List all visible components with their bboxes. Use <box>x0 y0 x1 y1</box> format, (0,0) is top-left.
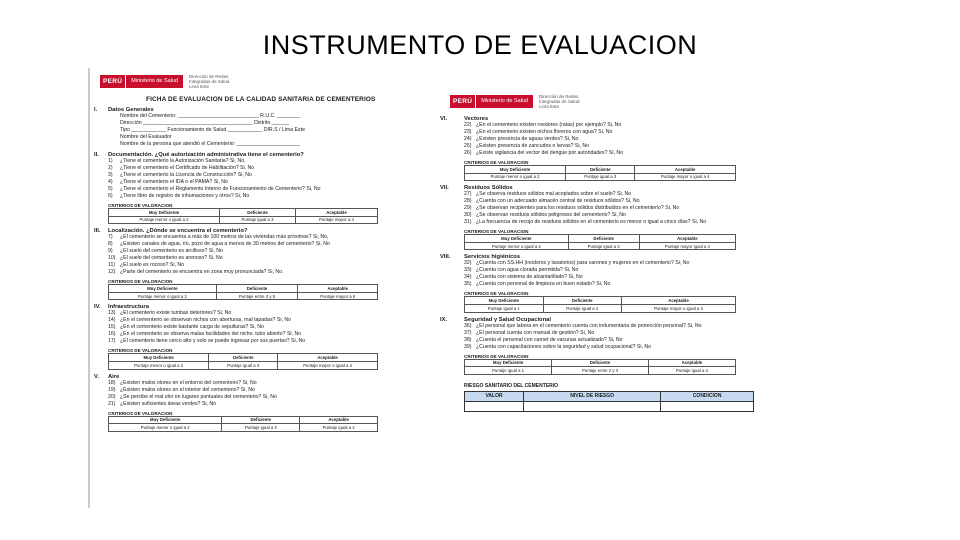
form-title: FICHA DE EVALUACION DE LA CALIDAD SANITARIA DE CEMENTERIOS <box>146 96 376 103</box>
riesgo-col-nivel: NIVEL DE RIESGO <box>524 391 661 401</box>
criteria-table <box>464 165 736 181</box>
section-number: III. <box>94 228 101 235</box>
criteria-table <box>108 353 378 369</box>
question-line <box>94 127 430 134</box>
question-number: 5) <box>108 186 113 192</box>
section-title: Datos Generales <box>108 107 154 113</box>
logo-peru: PERÚ <box>450 95 475 108</box>
question-line <box>94 255 430 262</box>
question-line <box>440 260 770 267</box>
logo-ministerio: Ministerio de Salud <box>126 75 183 88</box>
question-line <box>94 338 430 345</box>
question-text: ¿El cementerio se encuentra a más de 100 metros de las viviendas más próximas? Si, No, <box>120 234 329 241</box>
question-line <box>440 323 770 330</box>
criteria-value: Puntaje igual a 3 <box>566 173 635 181</box>
question-line <box>440 150 770 157</box>
question-number: 1) <box>108 158 113 164</box>
question-line <box>440 267 770 274</box>
question-text: ¿Tiene el cementerio la Licencia de Construcción? Si, No <box>120 172 252 178</box>
question-line <box>440 344 770 351</box>
section-number: VII. <box>440 185 449 192</box>
criteria-value: Puntaje igual a 1 <box>465 304 544 312</box>
question-line <box>440 191 770 198</box>
question-text: ¿En el cementerio existen roedores (ratas) por ejemplo? Si, No <box>476 122 622 128</box>
question-line <box>440 274 770 281</box>
section-number: V. <box>94 373 99 380</box>
question-line <box>94 394 430 401</box>
criteria-header: Muy Deficiente <box>109 354 209 362</box>
criteria-header: Aceptable <box>648 359 735 367</box>
criteria-value: Puntaje mayor a 6 <box>298 292 378 300</box>
riesgo-cell <box>465 401 524 411</box>
question-line <box>94 269 430 276</box>
form-section <box>440 116 770 181</box>
section-title: Documentación. ¿Qué autorización administrativa tiene el cementerio? <box>108 152 304 158</box>
riesgo-cell <box>661 401 754 411</box>
criteria-title: CRITERIOS DE VALORACION <box>108 348 173 354</box>
criteria-header: Muy Deficiente <box>465 235 569 243</box>
criteria-header: Deficiente <box>566 166 635 174</box>
question-line <box>94 172 430 179</box>
criteria-title: CRITERIOS DE VALORACION <box>464 291 529 297</box>
question-number: 30) <box>464 212 472 219</box>
question-number: 2) <box>108 165 113 171</box>
criteria-header: Aceptable <box>296 209 378 217</box>
criteria-value: Puntaje igual a 2 <box>543 304 622 312</box>
left-sections <box>90 107 430 432</box>
question-line <box>94 234 430 241</box>
question-text: ¿Existen canales de agua, río, pozo de agua a menos de 30 metros del cementerio? Si, No <box>120 241 330 248</box>
question-text: Tipo ____________ Funcionamiento de Salud ____________ DIR.S / Lima Este <box>120 127 305 133</box>
criteria-value: Puntaje menor o igual a 2 <box>109 216 220 224</box>
criteria-value: Puntaje igual a 3 <box>219 216 295 224</box>
question-number: 10) <box>108 255 116 262</box>
form-section <box>440 317 770 375</box>
question-number: 36) <box>464 322 472 329</box>
question-line <box>94 317 430 324</box>
section-number: VI. <box>440 116 448 122</box>
criteria-header: Muy Deficiente <box>109 416 222 424</box>
question-text: ¿Tiene el cementerio la Autorización Sanitaria? Si, No, <box>120 158 246 164</box>
section-number: IX. <box>440 316 448 323</box>
question-text: ¿Parte del cementerio se encuentra en zona muy pronunciada? Si, No. <box>120 269 284 276</box>
question-number: 38) <box>464 336 472 343</box>
criteria-header: Deficiente <box>222 416 300 424</box>
question-text: ¿Existen malos olores en el entorno del cementerio? Si, No <box>120 379 257 386</box>
question-text: ¿Existen malos olores en el interior del cementerio? Si, No <box>120 386 255 393</box>
criteria-table <box>108 284 378 300</box>
criteria-header: Deficiente <box>216 285 298 293</box>
question-text: ¿Se observan recipientes para los residuos sólidos distribuidos en el cementerio? Si, No <box>476 205 680 212</box>
question-number: 27) <box>464 191 472 198</box>
question-line <box>440 136 770 143</box>
question-text: ¿Tiene el cementerio el Reglamento Interno de Funcionamiento de Cementerio? Si, No <box>120 186 321 192</box>
question-number: 11) <box>108 262 116 269</box>
criteria-title: CRITERIOS DE VALORACION <box>464 229 529 235</box>
question-number: 24) <box>464 136 472 142</box>
question-text: ¿El suelo del cementerio es arcilloso? Si, No <box>120 248 223 255</box>
question-text: ¿Existen suficientes áreas verdes? Si, No <box>120 400 217 407</box>
question-number: 29) <box>464 205 472 212</box>
question-line <box>94 387 430 394</box>
section-title: Infraestructura <box>108 304 149 311</box>
question-text: ¿Cuenta con sistema de alcantarillado? Si, No <box>476 274 583 281</box>
question-line <box>94 165 430 172</box>
criteria-header: Deficiente <box>552 359 649 367</box>
question-number: 25) <box>464 143 472 149</box>
riesgo-col-condicion: CONDICION <box>661 391 754 401</box>
question-text: ¿Cuenta con SS.HH (inodoros y lavatorios) para varones y mujeres en el cementerio? Si, No <box>476 260 690 267</box>
question-number: 15) <box>108 324 116 331</box>
criteria-value: Puntaje igual a 4 <box>648 367 735 375</box>
question-number: 32) <box>464 260 472 267</box>
criteria-header: Muy Deficiente <box>109 209 220 217</box>
criteria-title: CRITERIOS DE VALORACION <box>108 279 173 285</box>
criteria-value: Puntaje entre 2 y 3 <box>552 367 649 375</box>
section-title: Residuos Sólidos <box>464 185 513 192</box>
riesgo-title: RIESGO SANITARIO DEL CEMENTERIO <box>464 382 558 389</box>
question-line <box>94 241 430 248</box>
question-number: 22) <box>464 122 472 128</box>
section-title: Aire <box>108 373 120 380</box>
question-number: 21) <box>108 400 116 407</box>
question-text: ¿Cuenta el personal con carnet de vacunas actualizado? Si, No <box>476 336 623 343</box>
question-line <box>94 310 430 317</box>
riesgo-cell <box>524 401 661 411</box>
slide-title: INSTRUMENTO DE EVALUACION <box>262 30 698 60</box>
question-number: 7) <box>108 234 113 241</box>
question-text: ¿Existe vigilancia del vector del dengue por autoridades? Si, No <box>476 150 624 156</box>
question-text: ¿Cuenta con un adecuado almacén central de residuos sólidos? Si, No <box>476 198 640 205</box>
section-title: Vectores <box>464 116 489 122</box>
question-number: 20) <box>108 393 116 400</box>
question-line <box>94 248 430 255</box>
criteria-header: Deficiente <box>219 209 295 217</box>
criteria-value: Puntaje mayor igual a 4 <box>639 242 735 250</box>
logo-ministerio: Ministerio de Salud <box>476 95 533 108</box>
criteria-title: CRITERIOS DE VALORACION <box>464 353 529 359</box>
criteria-header: Deficiente <box>568 235 639 243</box>
form-section <box>94 304 430 369</box>
criteria-value: Puntaje menor o igual a 2 <box>465 242 569 250</box>
section-title: Localización. ¿Dónde se encuentra el cementerio? <box>108 228 248 235</box>
question-text: ¿En el cementerio se observa malas facilidades del nicho. tubo abierto? Si, No <box>120 331 302 338</box>
question-text: ¿La frecuencia de recojo de residuos sólidos en el cementerio es menor o igual a cinco días? Si, No <box>476 219 707 226</box>
question-text: ¿Se percibe el mal olor en lugares puntuales del cementerio? Si, No <box>120 393 277 400</box>
question-text: ¿El cementerio existe tumbas deteriores? Si, No <box>120 310 232 317</box>
question-text: ¿Existen presencia de aguas verdes? Si, No <box>476 136 579 142</box>
criteria-table <box>108 208 378 224</box>
question-text: ¿Cuenta con capacitaciones sobre la seguridad y salud ocupacional? Si, No <box>476 343 652 350</box>
riesgo-col-valor: VALOR <box>465 391 524 401</box>
question-line <box>94 134 430 141</box>
question-number: 26) <box>464 150 472 156</box>
question-line <box>94 193 430 200</box>
criteria-header: Muy Deficiente <box>465 166 566 174</box>
question-text: Dirección ______________________________________ Distrito ______ <box>120 120 290 126</box>
criteria-value: Puntaje menor o igual a 2 <box>465 173 566 181</box>
question-text: ¿El personal cuenta con manual de gestión? Si, No <box>476 329 595 336</box>
criteria-value: Puntaje menor o igual a 2 <box>109 361 209 369</box>
criteria-value: Puntaje mayor o igual a 4 <box>635 173 736 181</box>
criteria-header: Aceptable <box>278 354 378 362</box>
criteria-value: Puntaje igual a 3 <box>222 424 300 432</box>
question-number: 16) <box>108 331 116 338</box>
section-number: I. <box>94 107 98 113</box>
question-line <box>94 324 430 331</box>
criteria-header: Deficiente <box>209 354 278 362</box>
question-text: ¿Se observan residuos sólidos peligrosos del cementerio? Si, No <box>476 212 626 219</box>
criteria-header: Deficiente <box>543 297 622 305</box>
logo-direccion: Dirección de Redes Integradas de Salud Lima Este <box>539 93 580 109</box>
criteria-value: Puntaje mayor o igual a 3 <box>622 304 736 312</box>
document-page-right <box>440 88 770 508</box>
question-line <box>440 205 770 212</box>
section-title: Servicios higiénicos <box>464 254 521 261</box>
criteria-value: Puntaje menor o igual a 2 <box>109 424 222 432</box>
section-number: II. <box>94 152 99 158</box>
question-line <box>94 141 430 148</box>
question-number: 6) <box>108 193 113 199</box>
section-number: IV. <box>94 304 101 311</box>
criteria-value: Puntaje menor o igual a 2 <box>109 292 217 300</box>
question-text: ¿En el cementerio se observan nichos con aberturas, mal tapadas? Si, No <box>120 317 291 324</box>
question-line <box>94 186 430 193</box>
form-section <box>440 254 770 312</box>
question-number: 33) <box>464 267 472 274</box>
question-text: ¿El suelo del cementerio es arenoso? Si, No <box>120 255 223 262</box>
question-number: 35) <box>464 281 472 288</box>
question-number: 28) <box>464 198 472 205</box>
question-text: ¿Cuenta con agua clorada permitida? Si, No <box>476 267 579 274</box>
question-line <box>440 129 770 136</box>
criteria-title: CRITERIOS DE VALORACION <box>108 203 173 208</box>
criteria-header: Aceptable <box>622 297 736 305</box>
question-text: ¿Tiene libro de registro de inhumaciones y otros? Si, No <box>120 193 250 199</box>
question-number: 37) <box>464 329 472 336</box>
ministry-logo <box>100 70 430 92</box>
question-number: 8) <box>108 241 113 248</box>
criteria-table <box>464 359 736 375</box>
question-text: ¿El personal que labora en el cementerio cuenta con indumentaria de protección personal? Si, No <box>476 322 702 329</box>
question-number: 3) <box>108 172 113 178</box>
question-number: 13) <box>108 310 116 317</box>
section-title: Seguridad y Salud Ocupacional <box>464 316 551 323</box>
criteria-title: CRITERIOS DE VALORACION <box>464 160 529 165</box>
question-text: ¿Cuenta con personal de limpieza en buen estado? Si, No <box>476 281 611 288</box>
form-section <box>94 374 430 432</box>
question-number: 14) <box>108 317 116 324</box>
criteria-value: Puntaje mayor o igual a 4 <box>278 361 378 369</box>
question-text: Nombre del Evaluador <box>120 134 172 140</box>
form-section <box>94 228 430 300</box>
question-text: Nombre de la persona que atendió el Cementerio: ______________________ <box>120 141 300 147</box>
question-line <box>440 281 770 288</box>
question-text: Nombre del Cementerio: ____________________________ R.U.C. ________ <box>120 113 301 119</box>
question-text: ¿Tiene el cementerio el Certificado de Habilitación? Si, No <box>120 165 255 171</box>
question-line <box>440 330 770 337</box>
right-sections <box>440 116 770 375</box>
question-number: 12) <box>108 269 116 276</box>
question-text: ¿En el cementerio existen nichos floreros con agua? Si, No <box>476 129 613 135</box>
criteria-header: Muy Deficiente <box>465 297 544 305</box>
criteria-header: Aceptable <box>300 416 378 424</box>
question-text: ¿Se observa residuos sólidos mal acopiados sobre el suelo? Si, No <box>476 191 632 198</box>
criteria-value: Puntaje igual a 4 <box>300 424 378 432</box>
question-line <box>94 380 430 387</box>
question-line <box>94 179 430 186</box>
form-section <box>440 185 770 250</box>
question-line <box>94 113 430 120</box>
question-number: 31) <box>464 219 472 226</box>
criteria-header: Aceptable <box>635 166 736 174</box>
document-page-left <box>88 68 430 508</box>
criteria-header: Muy Deficiente <box>109 285 217 293</box>
form-section <box>94 107 430 148</box>
criteria-header: Muy Deficiente <box>465 359 552 367</box>
question-number: 4) <box>108 179 113 185</box>
question-line <box>440 212 770 219</box>
question-line <box>440 198 770 205</box>
question-line <box>94 158 430 165</box>
section-number: VIII. <box>440 254 451 261</box>
criteria-value: Puntaje entre 3 y 5 <box>216 292 298 300</box>
ministry-logo <box>450 90 770 112</box>
question-text: ¿En el cementerio existe bastante carga de sepulturas? Si, No <box>120 324 264 331</box>
question-line <box>94 401 430 408</box>
question-line <box>440 337 770 344</box>
criteria-header: Aceptable <box>298 285 378 293</box>
question-number: 18) <box>108 379 116 386</box>
criteria-header: Aceptable <box>639 235 735 243</box>
criteria-title: CRITERIOS DE VALORACION <box>108 410 173 416</box>
criteria-table <box>108 416 378 432</box>
question-number: 23) <box>464 129 472 135</box>
question-number: 17) <box>108 338 116 345</box>
criteria-table <box>464 234 736 250</box>
criteria-value: Puntaje igual a 1 <box>465 367 552 375</box>
question-line <box>440 143 770 150</box>
question-text: ¿El suelo es rocoso? Si, No <box>120 262 185 269</box>
question-number: 39) <box>464 343 472 350</box>
question-number: 19) <box>108 386 116 393</box>
question-line <box>94 262 430 269</box>
question-number: 34) <box>464 274 472 281</box>
question-line <box>94 331 430 338</box>
form-section <box>94 152 430 224</box>
logo-direccion: Dirección de Redes Integradas de Salud Lima Este <box>189 73 230 89</box>
criteria-value: Puntaje igual a 3 <box>209 361 278 369</box>
question-text: ¿Existen presencia de zancudos o larvas? Si, No <box>476 143 590 149</box>
criteria-value: Puntaje mayor a 4 <box>296 216 378 224</box>
question-text: ¿El cementerio tiene cerco alto y solo se puede ingresar por sus puertas? Si, No <box>120 338 306 345</box>
criteria-value: Puntaje igual a 3 <box>568 242 639 250</box>
question-line <box>440 219 770 226</box>
logo-peru: PERÚ <box>100 75 125 88</box>
criteria-table <box>464 296 736 312</box>
question-line <box>94 120 430 127</box>
question-number: 9) <box>108 248 113 255</box>
question-line <box>440 122 770 129</box>
question-text: ¿Tiene el cementerio el IDA o el PAMA? Si, No <box>120 179 228 185</box>
riesgo-table <box>464 391 754 412</box>
